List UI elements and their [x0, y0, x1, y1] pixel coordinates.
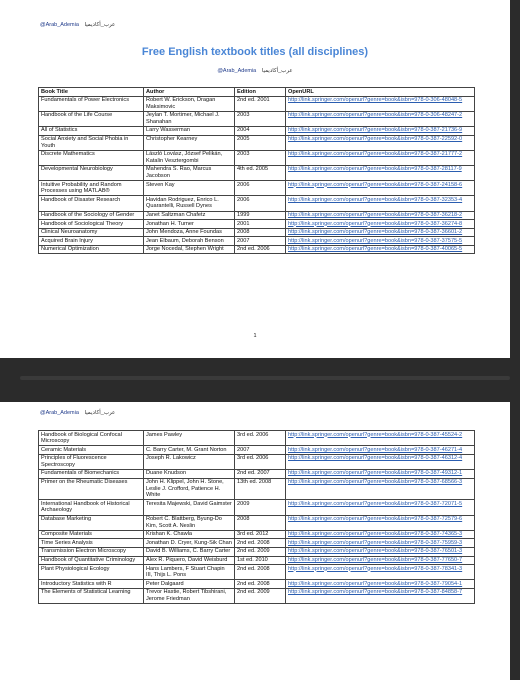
cell-edition: 2003 — [235, 111, 286, 126]
cell-edition: 2nd ed. 2006 — [235, 245, 286, 254]
cell-book-title: Discrete Mathematics — [39, 150, 144, 165]
cell-openurl[interactable]: http://link.springer.com/openurl?genre=book&isbn=978-0-387-46271-4 — [286, 446, 475, 455]
cell-openurl[interactable]: http://link.springer.com/openurl?genre=book&isbn=978-0-387-36218-2 — [286, 211, 475, 220]
cell-openurl[interactable]: http://link.springer.com/openurl?genre=book&isbn=978-0-387-22592-0 — [286, 135, 475, 150]
cell-edition: 2008 — [235, 228, 286, 237]
cell-openurl[interactable]: http://link.springer.com/openurl?genre=book&isbn=978-0-306-48048-5 — [286, 96, 475, 111]
table-row — [39, 515, 475, 530]
table-row — [39, 565, 475, 580]
cell-openurl[interactable]: http://link.springer.com/openurl?genre=book&isbn=978-0-387-76501-3 — [286, 547, 475, 556]
cell-author: Robert W. Erickson, Dragan Maksimovic — [144, 96, 235, 111]
cell-author: Joseph R. Lakowicz — [144, 454, 235, 469]
cell-openurl[interactable]: http://link.springer.com/openurl?genre=book&isbn=978-0-387-36601-2 — [286, 228, 475, 237]
cell-book-title: Plant Physiological Ecology — [39, 565, 144, 580]
cell-book-title: Handbook of Biological Confocal Microscopy — [39, 431, 144, 446]
cell-book-title: Principles of Fluorescence Spectroscopy — [39, 454, 144, 469]
table-row — [39, 220, 475, 229]
cell-book-title: Acquired Brain Injury — [39, 237, 144, 246]
page-subtitle — [0, 68, 510, 74]
cell-book-title: Database Marketing — [39, 515, 144, 530]
cell-edition: 2007 — [235, 237, 286, 246]
table-row — [39, 588, 475, 603]
cell-book-title: International Handbook of Historical Archaeology — [39, 500, 144, 515]
table-row — [39, 111, 475, 126]
table-row — [39, 431, 475, 446]
cell-openurl[interactable]: http://link.springer.com/openurl?genre=book&isbn=978-0-387-37575-5 — [286, 237, 475, 246]
cell-edition: 2nd ed. 2009 — [235, 588, 286, 603]
cell-edition: 2006 — [235, 196, 286, 211]
cell-openurl[interactable]: http://link.springer.com/openurl?genre=book&isbn=978-0-387-36274-8 — [286, 220, 475, 229]
cell-openurl[interactable]: http://link.springer.com/openurl?genre=book&isbn=978-0-387-68566-3 — [286, 478, 475, 500]
document-page-2 — [0, 402, 510, 680]
column-header-edition: Edition — [235, 88, 286, 97]
cell-author: Jean Elbaum, Deborah Benson — [144, 237, 235, 246]
cell-edition: 2nd ed. 2009 — [235, 547, 286, 556]
cell-author: Teresita Majewski, David Gaimster — [144, 500, 235, 515]
cell-author: John H. Klippel, John H. Stone, Leslie J. Crofford, Patience H. White — [144, 478, 235, 500]
cell-book-title: Handbook of the Sociology of Gender — [39, 211, 144, 220]
cell-edition: 2003 — [235, 150, 286, 165]
cell-openurl[interactable]: http://link.springer.com/openurl?genre=book&isbn=978-0-387-28117-9 — [286, 165, 475, 180]
cell-book-title: Introductory Statistics with R — [39, 580, 144, 589]
cell-openurl[interactable]: http://link.springer.com/openurl?genre=book&isbn=978-0-387-49312-1 — [286, 469, 475, 478]
cell-author: Havidan Rodriguez, Enrico L. Quarantelli, Russell Dynes — [144, 196, 235, 211]
cell-edition: 1999 — [235, 211, 286, 220]
subtitle-arabic: عرب_أكاديميا — [261, 68, 293, 74]
table-row — [39, 556, 475, 565]
header-arabic: عرب_أكاديميا — [84, 410, 116, 416]
cell-openurl[interactable]: http://link.springer.com/openurl?genre=book&isbn=978-0-387-77650-7 — [286, 556, 475, 565]
cell-edition: 2005 — [235, 135, 286, 150]
page-divider — [20, 376, 510, 380]
cell-edition: 3rd ed. 2006 — [235, 431, 286, 446]
table-row — [39, 165, 475, 180]
cell-author: Krishan K. Chawla — [144, 530, 235, 539]
cell-edition: 3rd ed. 2006 — [235, 454, 286, 469]
cell-openurl[interactable]: http://link.springer.com/openurl?genre=book&isbn=978-0-387-21736-9 — [286, 126, 475, 135]
cell-openurl[interactable]: http://link.springer.com/openurl?genre=book&isbn=978-0-387-72071-5 — [286, 500, 475, 515]
header-handle: @Arab_Ademia — [40, 22, 79, 28]
cell-book-title: Handbook of Disaster Research — [39, 196, 144, 211]
cell-book-title: All of Statistics — [39, 126, 144, 135]
cell-openurl[interactable]: http://link.springer.com/openurl?genre=book&isbn=978-0-387-78341-3 — [286, 565, 475, 580]
cell-author: David B. Williams, C. Barry Carter — [144, 547, 235, 556]
cell-book-title: Social Anxiety and Social Phobia in Youth — [39, 135, 144, 150]
cell-author: Robert C. Blattberg, Byung-Do Kim, Scott A. Neslin — [144, 515, 235, 530]
cell-edition: 3rd ed. 2012 — [235, 530, 286, 539]
table-row — [39, 135, 475, 150]
cell-book-title: Clinical Neuroanatomy — [39, 228, 144, 237]
cell-author: Trevor Hastie, Robert Tibshirani, Jerome Friedman — [144, 588, 235, 603]
cell-edition: 2nd ed. 2001 — [235, 96, 286, 111]
column-header-openurl: OpenURL — [286, 88, 475, 97]
cell-openurl[interactable]: http://link.springer.com/openurl?genre=book&isbn=978-0-387-79054-1 — [286, 580, 475, 589]
cell-openurl[interactable]: http://link.springer.com/openurl?genre=book&isbn=978-0-387-75959-3 — [286, 539, 475, 548]
subtitle-handle: @Arab_Ademia — [217, 68, 257, 74]
cell-author: Steven Kay — [144, 181, 235, 196]
cell-book-title: Handbook of the Life Course — [39, 111, 144, 126]
cell-book-title: Transmission Electron Microscopy — [39, 547, 144, 556]
cell-openurl[interactable]: http://link.springer.com/openurl?genre=book&isbn=978-0-387-84858-7 — [286, 588, 475, 603]
cell-book-title: Numerical Optimization — [39, 245, 144, 254]
cell-author: Jonathan H. Turner — [144, 220, 235, 229]
cell-author: Christopher Kearney — [144, 135, 235, 150]
cell-author: Larry Wasserman — [144, 126, 235, 135]
table-header-row — [39, 88, 475, 97]
cell-openurl[interactable]: http://link.springer.com/openurl?genre=book&isbn=978-0-306-48247-2 — [286, 111, 475, 126]
cell-openurl[interactable]: http://link.springer.com/openurl?genre=book&isbn=978-0-387-32353-4 — [286, 196, 475, 211]
cell-openurl[interactable]: http://link.springer.com/openurl?genre=book&isbn=978-0-387-46312-4 — [286, 454, 475, 469]
table-row — [39, 469, 475, 478]
cell-book-title: Fundamentals of Biomechanics — [39, 469, 144, 478]
cell-author: Peter Dalgaard — [144, 580, 235, 589]
table-row — [39, 150, 475, 165]
table-row — [39, 547, 475, 556]
table-row — [39, 446, 475, 455]
table-row — [39, 539, 475, 548]
cell-openurl[interactable]: http://link.springer.com/openurl?genre=book&isbn=978-0-387-74365-3 — [286, 530, 475, 539]
cell-book-title: Handbook of Sociological Theory — [39, 220, 144, 229]
cell-openurl[interactable]: http://link.springer.com/openurl?genre=book&isbn=978-0-387-45524-2 — [286, 431, 475, 446]
cell-book-title: Time Series Analysis — [39, 539, 144, 548]
cell-author: Jeylan T. Mortimer, Michael J. Shanahan — [144, 111, 235, 126]
table-row — [39, 96, 475, 111]
header-handle: @Arab_Ademia — [40, 410, 79, 416]
page-header — [40, 410, 115, 416]
cell-author: Mahendra S. Rao, Marcus Jacobson — [144, 165, 235, 180]
page-number: 1 — [253, 333, 257, 339]
cell-author: John Mendoza, Anne Foundas — [144, 228, 235, 237]
table-row — [39, 237, 475, 246]
cell-author: Hans Lambers, F Stuart Chapin III, Thijs L. Pons — [144, 565, 235, 580]
column-header-book-title: Book Title — [39, 88, 144, 97]
cell-edition: 13th ed. 2008 — [235, 478, 286, 500]
cell-author: C. Barry Carter, M. Grant Norton — [144, 446, 235, 455]
cell-book-title: Composite Materials — [39, 530, 144, 539]
cell-openurl[interactable]: http://link.springer.com/openurl?genre=book&isbn=978-0-387-21777-2 — [286, 150, 475, 165]
cell-openurl[interactable]: http://link.springer.com/openurl?genre=book&isbn=978-0-387-40065-5 — [286, 245, 475, 254]
cell-edition: 2nd ed. 2007 — [235, 469, 286, 478]
cell-edition: 2nd ed. 2008 — [235, 580, 286, 589]
cell-openurl[interactable]: http://link.springer.com/openurl?genre=book&isbn=978-0-387-24158-6 — [286, 181, 475, 196]
cell-edition: 2009 — [235, 500, 286, 515]
cell-book-title: Developmental Neurobiology — [39, 165, 144, 180]
cell-edition: 2008 — [235, 515, 286, 530]
cell-author: László Lovász, József Pelikán, Katalin Vesztergombi — [144, 150, 235, 165]
books-table-page-2 — [38, 430, 475, 604]
cell-edition: 2001 — [235, 220, 286, 229]
cell-edition: 4th ed. 2005 — [235, 165, 286, 180]
cell-book-title: Intuitive Probability and Random Processes using MATLAB® — [39, 181, 144, 196]
cell-book-title: Primer on the Rheumatic Diseases — [39, 478, 144, 500]
table-row — [39, 478, 475, 500]
cell-author: Duane Knudson — [144, 469, 235, 478]
cell-edition: 2004 — [235, 126, 286, 135]
cell-book-title: Handbook of Quantitative Criminology — [39, 556, 144, 565]
cell-edition: 2nd ed. 2008 — [235, 539, 286, 548]
cell-book-title: Ceramic Materials — [39, 446, 144, 455]
books-table-page-1 — [38, 87, 475, 254]
table-row — [39, 228, 475, 237]
cell-openurl[interactable]: http://link.springer.com/openurl?genre=book&isbn=978-0-387-72579-6 — [286, 515, 475, 530]
column-header-author: Author — [144, 88, 235, 97]
header-arabic: عرب_أكاديميا — [84, 22, 116, 28]
table-row — [39, 454, 475, 469]
table-row — [39, 126, 475, 135]
cell-book-title: Fundamentals of Power Electronics — [39, 96, 144, 111]
table-row — [39, 580, 475, 589]
cell-author: Jonathan D. Cryer, Kung-Sik Chan — [144, 539, 235, 548]
cell-author: Alex R. Piquero, David Weisburd — [144, 556, 235, 565]
cell-author: Jorge Nocedal, Stephen Wright — [144, 245, 235, 254]
table-row — [39, 196, 475, 211]
cell-edition: 2006 — [235, 181, 286, 196]
table-row — [39, 181, 475, 196]
table-row — [39, 500, 475, 515]
table-row — [39, 245, 475, 254]
cell-author: James Pawley — [144, 431, 235, 446]
cell-book-title: The Elements of Statistical Learning — [39, 588, 144, 603]
cell-author: Janet Saltzman Chafetz — [144, 211, 235, 220]
cell-edition: 1st ed. 2010 — [235, 556, 286, 565]
cell-edition: 2nd ed. 2008 — [235, 565, 286, 580]
table-row — [39, 530, 475, 539]
page-gap — [0, 358, 520, 402]
page-title: Free English textbook titles (all disciplines) — [141, 46, 369, 58]
page-header — [40, 22, 115, 28]
cell-edition: 2007 — [235, 446, 286, 455]
table-row — [39, 211, 475, 220]
